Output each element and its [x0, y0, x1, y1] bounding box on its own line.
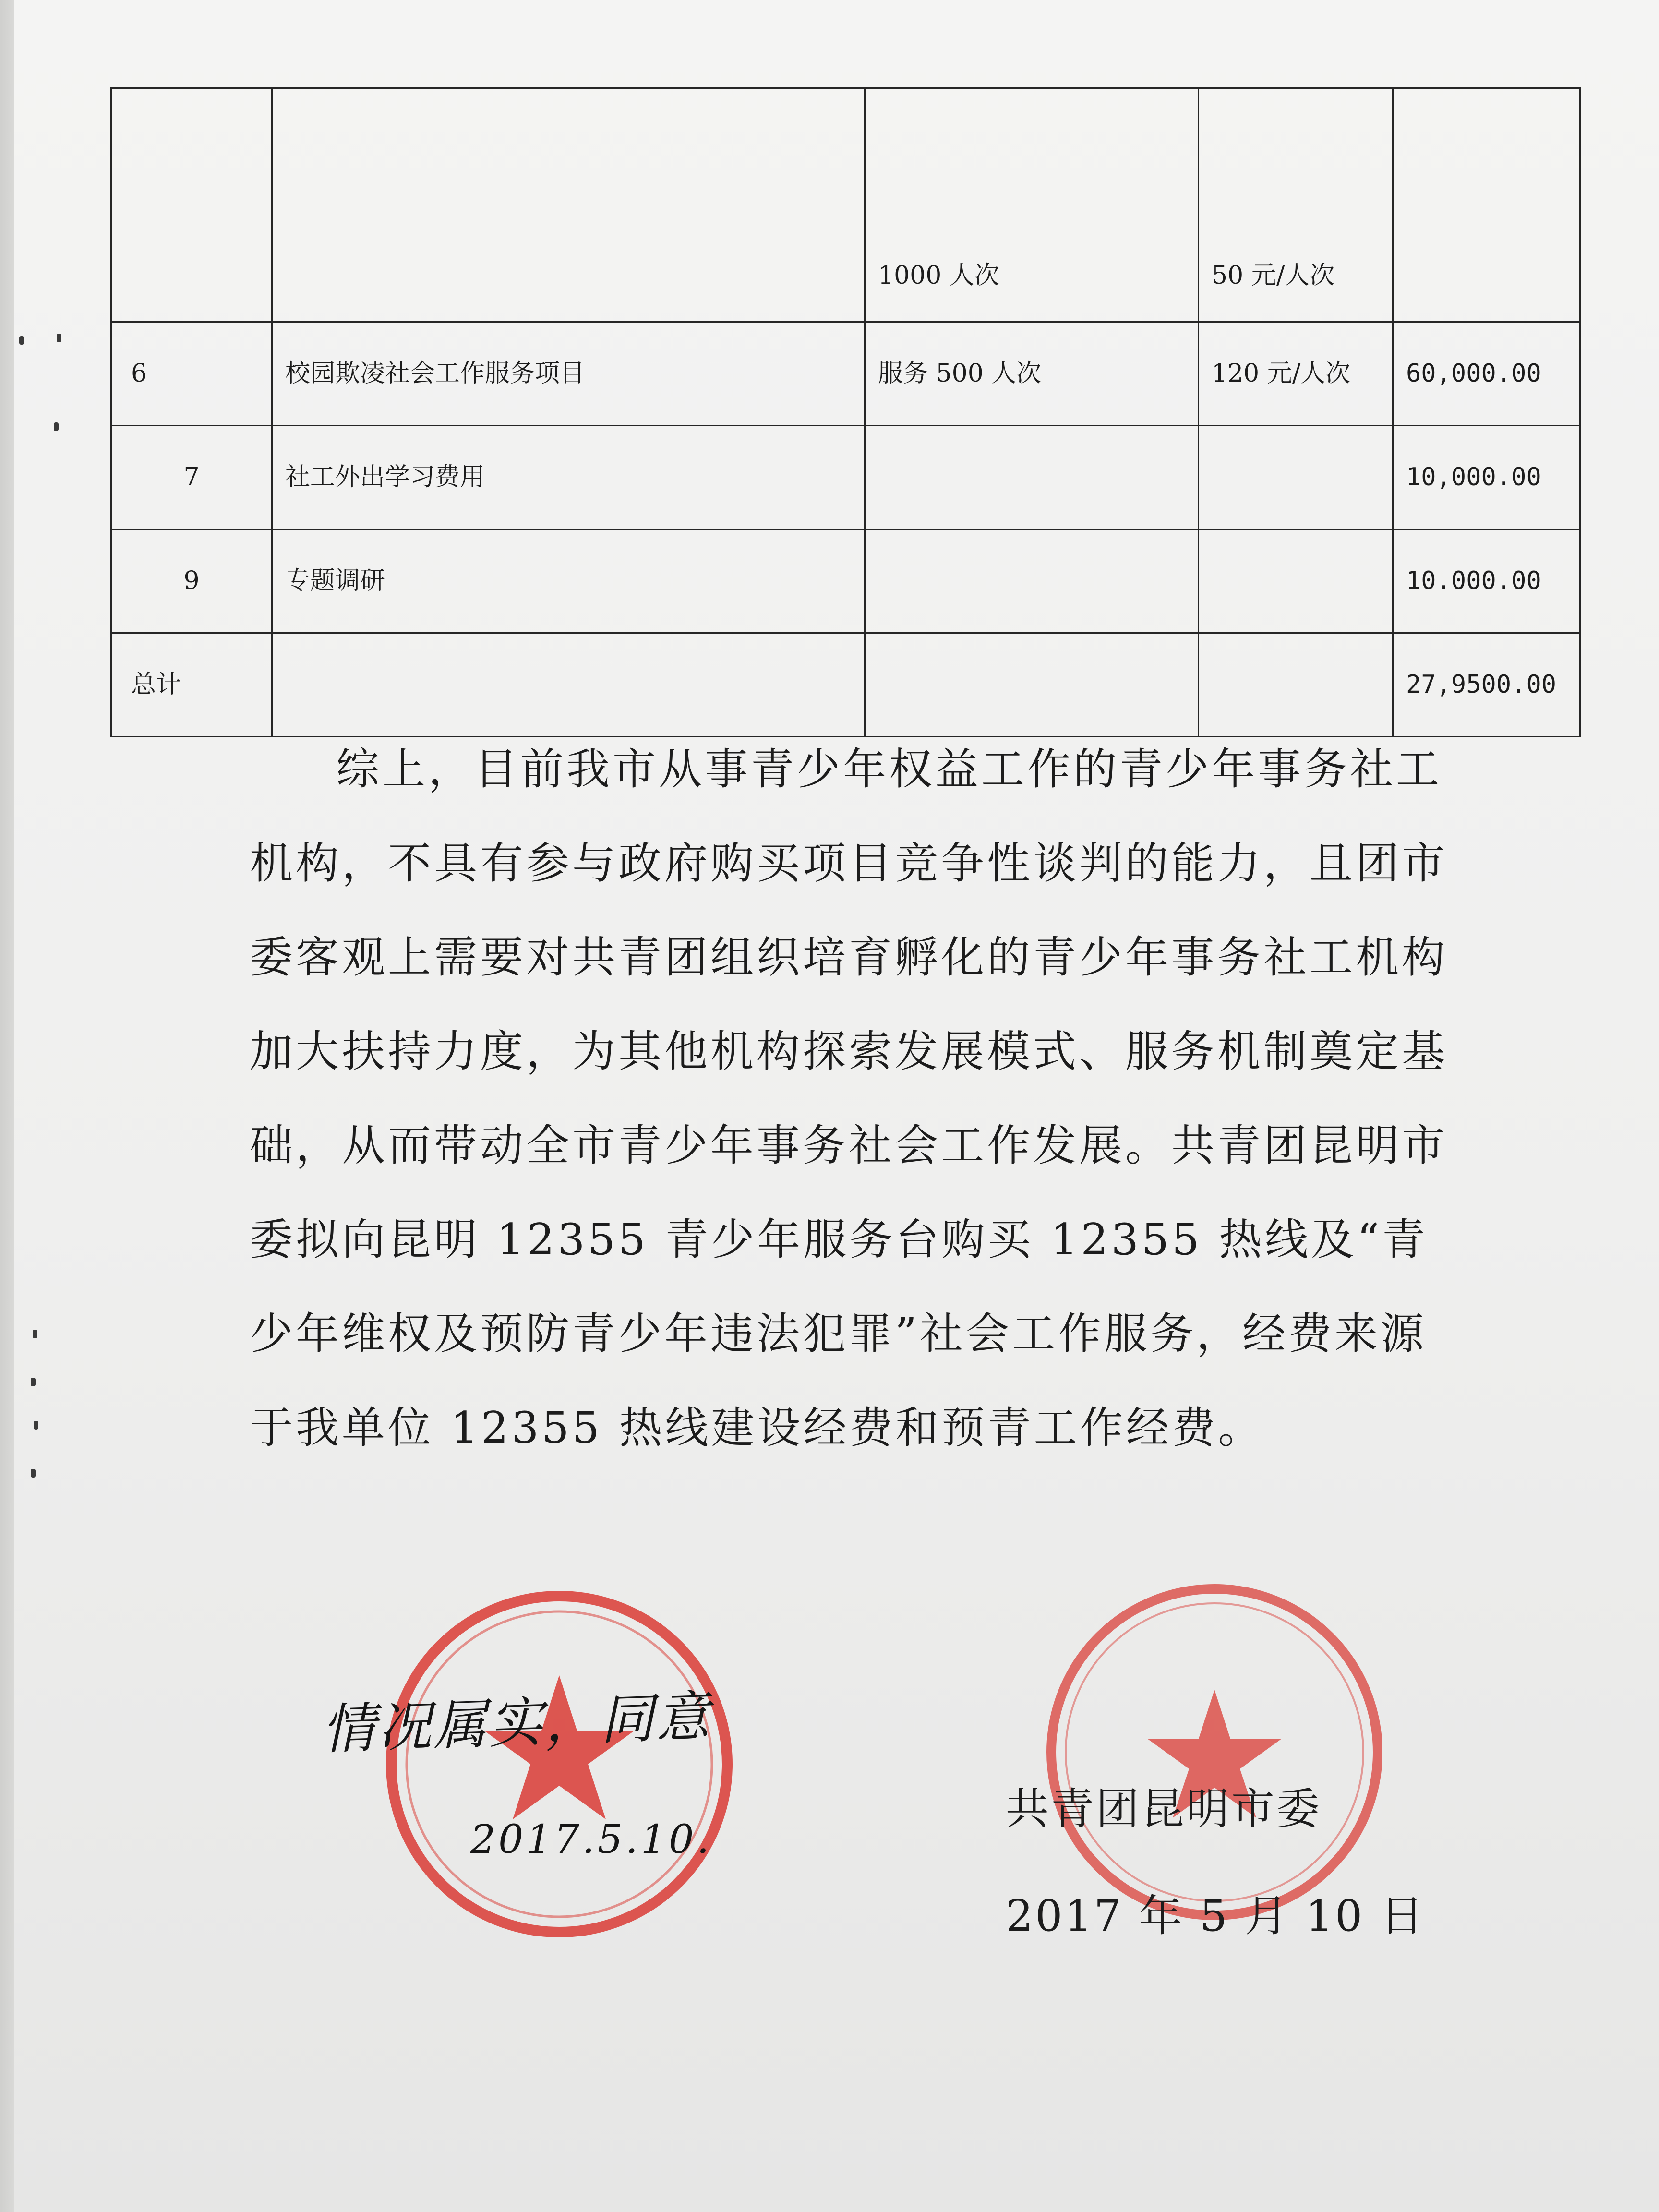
row-item: 专题调研: [272, 529, 865, 633]
row-item: 社工外出学习费用: [272, 426, 865, 529]
row-quantity: [865, 426, 1199, 529]
budget-table: [110, 87, 1581, 737]
row-item: [272, 88, 865, 322]
row-amount: [1393, 88, 1580, 322]
row-amount: 10.000.00: [1393, 529, 1580, 633]
row-quantity: [865, 529, 1199, 633]
handwritten-date: 2017.5.10.: [470, 1817, 712, 1863]
body-paragraph: 综上，目前我市从事青少年权益工作的青少年事务社工机构，不具有参与政府购买项目竞争性谈判的能力，且团市委客观上需要对共青团组织培育孵化的青少年事务社工机构加大扶持力度，为其他机构探索发展模式、服务机制奠定基础，从而带动全市青少年事务社会工作发展。共青团昆明市委拟向昆明 12355 青少年服务台购买 12355 热线及“青少年维权及预防青少年违法犯罪”社会工作服务，经费来源于我单位 12355 热线建设经费和预青工作经费。: [250, 744, 1448, 1453]
signing-organization: 共青团昆明市委: [1006, 1784, 1322, 1834]
total-empty-cell: [272, 633, 865, 737]
row-quantity: 服务 500 人次: [865, 322, 1199, 426]
table-row: [111, 426, 1580, 529]
table-row: [111, 322, 1580, 426]
row-index: 9: [111, 529, 272, 633]
table-total-row: [111, 633, 1580, 737]
row-amount: 60,000.00: [1393, 322, 1580, 426]
row-unit-price: [1199, 426, 1393, 529]
total-empty-cell: [865, 633, 1199, 737]
youth-league-seal: [1042, 1579, 1387, 1925]
total-empty-cell: [1199, 633, 1393, 737]
total-amount: 27,9500.00: [1393, 633, 1580, 737]
finance-bureau-seal-icon: [379, 1584, 739, 1944]
row-index: [111, 88, 272, 322]
signing-date: 2017 年 5 月 10 日: [1006, 1891, 1425, 1941]
row-index: 7: [111, 426, 272, 529]
youth-league-seal-icon: [1042, 1579, 1387, 1925]
table-row: [111, 88, 1580, 322]
row-unit-price: [1199, 529, 1393, 633]
table-row: [111, 529, 1580, 633]
row-item: 校园欺凌社会工作服务项目: [272, 322, 865, 426]
handwritten-approval-note: 情况属实，同意: [321, 1685, 713, 1762]
row-quantity: 1000 人次: [865, 88, 1199, 322]
row-unit-price: 120 元/人次: [1199, 322, 1393, 426]
row-index: 6: [111, 322, 272, 426]
total-label: 总计: [111, 633, 272, 737]
finance-bureau-seal: [379, 1584, 739, 1944]
row-amount: 10,000.00: [1393, 426, 1580, 529]
row-unit-price: 50 元/人次: [1199, 88, 1393, 322]
